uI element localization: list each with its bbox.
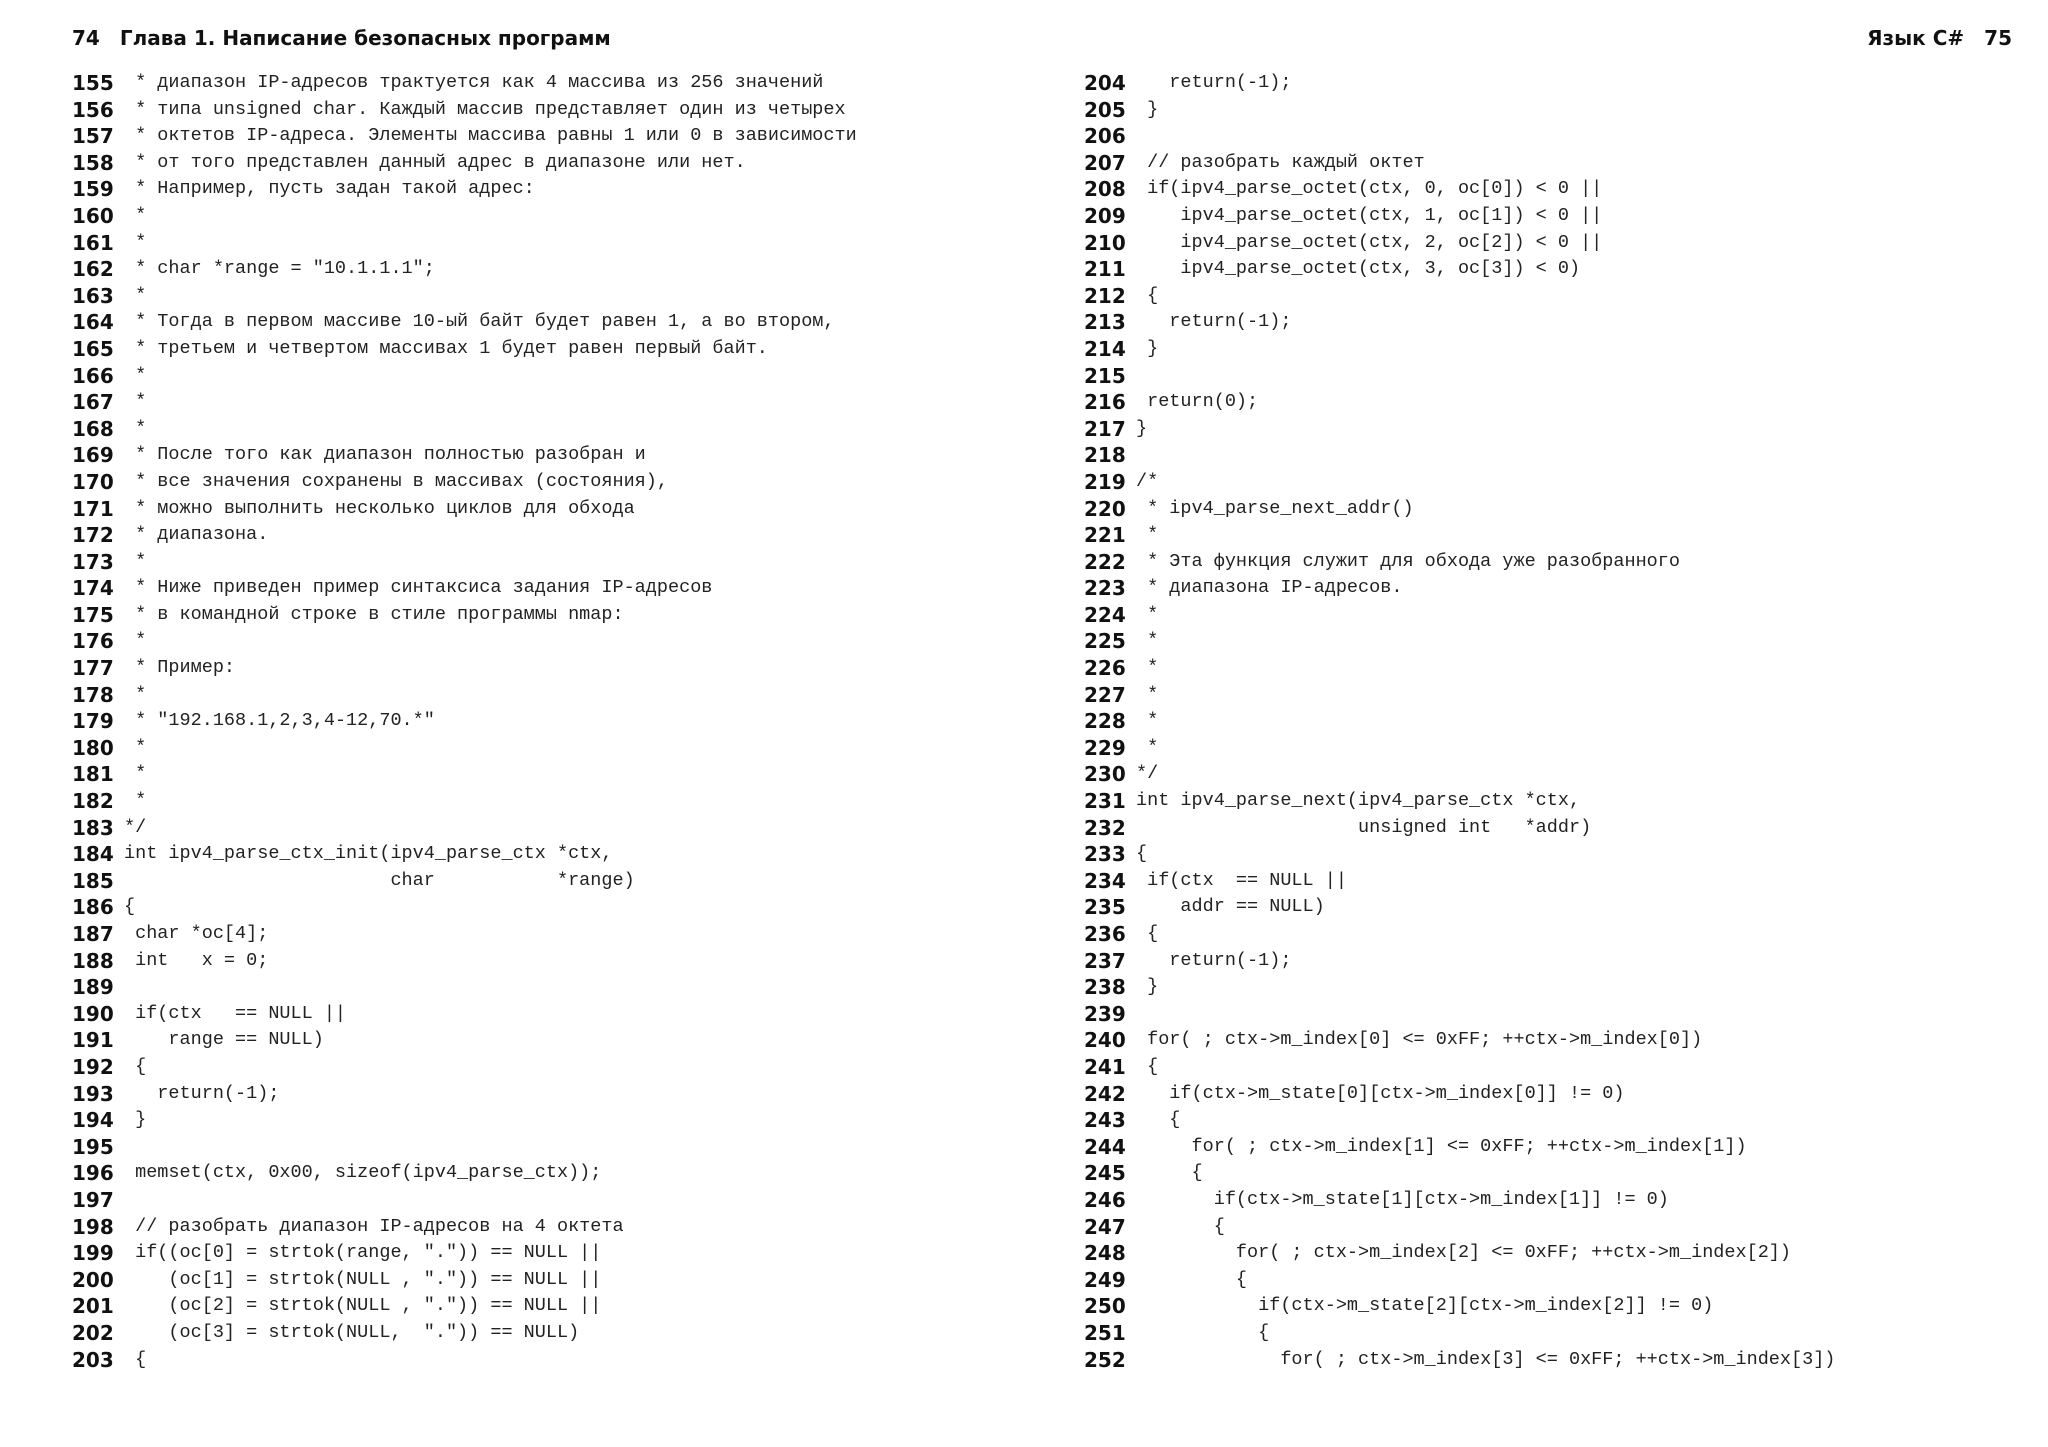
line-number: 227 xyxy=(1084,682,1126,707)
line-number: 239 xyxy=(1084,1001,1126,1026)
code-line xyxy=(72,1054,857,1081)
code-listing-left xyxy=(72,70,857,1373)
line-number: 218 xyxy=(1084,443,1126,468)
line-number: 250 xyxy=(1084,1294,1126,1319)
code-text: range == NULL) xyxy=(124,1029,324,1051)
code-text: // разобрать диапазон IP-адресов на 4 октета xyxy=(124,1215,624,1237)
line-number: 208 xyxy=(1084,177,1126,202)
line-number: 179 xyxy=(72,709,114,734)
line-number: 165 xyxy=(72,336,114,361)
code-text: */ xyxy=(1136,763,1159,785)
code-text: * xyxy=(1136,630,1159,652)
code-line xyxy=(1084,655,1835,682)
code-line xyxy=(1084,1054,1835,1081)
line-number: 244 xyxy=(1084,1134,1126,1159)
code-line xyxy=(1084,283,1835,310)
line-number: 220 xyxy=(1084,496,1126,521)
code-line xyxy=(72,363,857,390)
code-line xyxy=(72,389,857,416)
code-text: (oc[3] = strtok(NULL, ".")) == NULL) xyxy=(124,1321,580,1343)
code-text: return(0); xyxy=(1136,391,1259,413)
line-number: 215 xyxy=(1084,363,1126,388)
line-number: 207 xyxy=(1084,150,1126,175)
code-line xyxy=(1084,70,1835,97)
code-text: * Ниже приведен пример синтаксиса задания IP-адресов xyxy=(124,577,713,599)
code-line xyxy=(1084,575,1835,602)
code-text: * xyxy=(124,790,147,812)
line-number: 247 xyxy=(1084,1214,1126,1239)
code-text: if(ctx->m_state[1][ctx->m_index[1]] != 0) xyxy=(1136,1188,1669,1210)
code-line xyxy=(72,1027,857,1054)
code-text: ipv4_parse_octet(ctx, 1, oc[1]) < 0 || xyxy=(1136,204,1603,226)
code-line xyxy=(1084,602,1835,629)
code-line xyxy=(1084,1293,1835,1320)
code-text: * xyxy=(124,630,147,652)
line-number: 167 xyxy=(72,390,114,415)
code-line xyxy=(1084,496,1835,523)
code-text: (oc[2] = strtok(NULL , ".")) == NULL || xyxy=(124,1295,602,1317)
code-text: { xyxy=(1136,1109,1181,1131)
code-text: * xyxy=(124,284,147,306)
code-text: * Тогда в первом массиве 10-ый байт будет равен 1, а во втором, xyxy=(124,311,835,333)
code-line xyxy=(1084,1027,1835,1054)
code-line xyxy=(72,761,857,788)
line-number: 212 xyxy=(1084,283,1126,308)
code-line xyxy=(72,708,857,735)
line-number: 169 xyxy=(72,443,114,468)
page-number: 75 xyxy=(1984,26,2012,50)
line-number: 186 xyxy=(72,895,114,920)
code-text: memset(ctx, 0x00, sizeof(ipv4_parse_ctx)); xyxy=(124,1162,602,1184)
line-number: 200 xyxy=(72,1267,114,1292)
code-text: * ipv4_parse_next_addr() xyxy=(1136,497,1414,519)
line-number: 184 xyxy=(72,842,114,867)
code-text: { xyxy=(124,1348,147,1370)
code-text: * xyxy=(124,204,147,226)
code-line xyxy=(1084,815,1835,842)
code-line xyxy=(1084,948,1835,975)
line-number: 214 xyxy=(1084,336,1126,361)
code-text: int ipv4_parse_next(ipv4_parse_ctx *ctx, xyxy=(1136,790,1581,812)
line-number: 185 xyxy=(72,868,114,893)
code-line xyxy=(72,1214,857,1241)
code-text: } xyxy=(1136,976,1159,998)
code-text: * все значения сохранены в массивах (состояния), xyxy=(124,470,668,492)
code-text: { xyxy=(1136,843,1148,865)
code-line xyxy=(72,655,857,682)
code-text: return(-1); xyxy=(1136,949,1292,971)
code-text: for( ; ctx->m_index[0] <= 0xFF; ++ctx->m_index[0]) xyxy=(1136,1029,1703,1051)
code-line xyxy=(72,123,857,150)
code-line xyxy=(72,469,857,496)
line-number: 234 xyxy=(1084,868,1126,893)
code-text: * Например, пусть задан такой адрес: xyxy=(124,178,535,200)
line-number: 242 xyxy=(1084,1081,1126,1106)
line-number: 180 xyxy=(72,735,114,760)
code-text: * диапазона IP-адресов. xyxy=(1136,577,1403,599)
code-line xyxy=(1084,1240,1835,1267)
line-number: 201 xyxy=(72,1294,114,1319)
code-line xyxy=(72,1320,857,1347)
line-number: 232 xyxy=(1084,815,1126,840)
code-line xyxy=(72,150,857,177)
code-line xyxy=(1084,1267,1835,1294)
code-line xyxy=(72,442,857,469)
code-line xyxy=(1084,1134,1835,1161)
code-line xyxy=(1084,974,1835,1001)
line-number: 235 xyxy=(1084,895,1126,920)
line-number: 177 xyxy=(72,656,114,681)
line-number: 172 xyxy=(72,523,114,548)
line-number: 194 xyxy=(72,1108,114,1133)
code-text: return(-1); xyxy=(1136,72,1292,93)
code-line xyxy=(72,948,857,975)
line-number: 222 xyxy=(1084,549,1126,574)
code-line xyxy=(1084,1001,1835,1028)
line-number: 230 xyxy=(1084,762,1126,787)
code-line xyxy=(72,1001,857,1028)
code-text: if(ipv4_parse_octet(ctx, 0, oc[0]) < 0 || xyxy=(1136,178,1603,200)
code-text: int ipv4_parse_ctx_init(ipv4_parse_ctx *ctx, xyxy=(124,843,613,865)
line-number: 189 xyxy=(72,975,114,1000)
code-listing-right xyxy=(1084,70,1835,1373)
code-line xyxy=(1084,1107,1835,1134)
code-text: * xyxy=(1136,683,1159,705)
code-text: { xyxy=(124,896,136,918)
code-text: * Пример: xyxy=(124,657,236,679)
code-text: * xyxy=(124,391,147,413)
code-line xyxy=(72,1187,857,1214)
code-line xyxy=(72,1240,857,1267)
code-line xyxy=(72,256,857,283)
code-line xyxy=(1084,1081,1835,1108)
line-number: 229 xyxy=(1084,735,1126,760)
code-text: } xyxy=(1136,417,1148,439)
line-number: 160 xyxy=(72,203,114,228)
line-number: 237 xyxy=(1084,948,1126,973)
code-line xyxy=(72,1107,857,1134)
code-text: * от того представлен данный адрес в диапазоне или нет. xyxy=(124,151,746,173)
code-text: * Эта функция служит для обхода уже разобранного xyxy=(1136,550,1680,572)
page-number: 74 xyxy=(72,26,100,50)
line-number: 161 xyxy=(72,230,114,255)
running-head-left xyxy=(72,26,611,50)
code-text: * char *range = "10.1.1.1"; xyxy=(124,258,435,280)
line-number: 216 xyxy=(1084,390,1126,415)
code-text: return(-1); xyxy=(1136,311,1292,333)
line-number: 205 xyxy=(1084,97,1126,122)
code-text: * xyxy=(1136,524,1159,546)
line-number: 211 xyxy=(1084,257,1126,282)
line-number: 162 xyxy=(72,257,114,282)
code-text: for( ; ctx->m_index[3] <= 0xFF; ++ctx->m_index[3]) xyxy=(1136,1348,1836,1370)
line-number: 156 xyxy=(72,97,114,122)
line-number: 163 xyxy=(72,283,114,308)
code-text: if(ctx->m_state[2][ctx->m_index[2]] != 0) xyxy=(1136,1295,1714,1317)
code-text: char *range) xyxy=(124,869,635,891)
code-line xyxy=(72,575,857,602)
right-page xyxy=(1024,0,2048,1447)
code-text: * После того как диапазон полностью разобран и xyxy=(124,444,646,466)
code-text: char *oc[4]; xyxy=(124,923,269,944)
code-line xyxy=(1084,97,1835,124)
code-text: * диапазона. xyxy=(124,524,269,546)
code-text: * в командной строке в стиле программы nmap: xyxy=(124,603,624,625)
code-line xyxy=(72,97,857,124)
code-line xyxy=(72,1160,857,1187)
code-line xyxy=(72,1081,857,1108)
code-line xyxy=(72,203,857,230)
code-text: ipv4_parse_octet(ctx, 2, oc[2]) < 0 || xyxy=(1136,231,1603,253)
code-text: } xyxy=(1136,337,1159,359)
code-line xyxy=(72,230,857,257)
line-number: 195 xyxy=(72,1134,114,1159)
line-number: 249 xyxy=(1084,1267,1126,1292)
line-number: 166 xyxy=(72,363,114,388)
line-number: 157 xyxy=(72,124,114,149)
code-line xyxy=(1084,363,1835,390)
line-number: 221 xyxy=(1084,523,1126,548)
code-text: * типа unsigned char. Каждый массив представляет один из четырех xyxy=(124,98,846,120)
line-number: 174 xyxy=(72,576,114,601)
code-text: for( ; ctx->m_index[2] <= 0xFF; ++ctx->m_index[2]) xyxy=(1136,1242,1792,1264)
line-number: 171 xyxy=(72,496,114,521)
code-line xyxy=(1084,708,1835,735)
code-text: { xyxy=(1136,1162,1203,1184)
line-number: 168 xyxy=(72,416,114,441)
code-text: { xyxy=(1136,1268,1248,1290)
line-number: 251 xyxy=(1084,1320,1126,1345)
line-number: 224 xyxy=(1084,602,1126,627)
code-text: int x = 0; xyxy=(124,949,269,971)
code-line xyxy=(72,522,857,549)
code-line xyxy=(1084,788,1835,815)
code-text: if(ctx == NULL || xyxy=(124,1002,347,1024)
code-text: (oc[1] = strtok(NULL , ".")) == NULL || xyxy=(124,1268,602,1290)
code-line xyxy=(72,1347,857,1374)
code-line xyxy=(1084,150,1835,177)
code-line xyxy=(1084,336,1835,363)
line-number: 248 xyxy=(1084,1241,1126,1266)
code-text: { xyxy=(1136,923,1159,944)
code-line xyxy=(1084,1187,1835,1214)
code-line xyxy=(72,176,857,203)
line-number: 187 xyxy=(72,922,114,946)
line-number: 219 xyxy=(1084,469,1126,494)
line-number: 170 xyxy=(72,469,114,494)
code-line xyxy=(1084,230,1835,257)
code-line xyxy=(1084,894,1835,921)
line-number: 173 xyxy=(72,549,114,574)
code-text: if(ctx == NULL || xyxy=(1136,869,1347,891)
line-number: 199 xyxy=(72,1241,114,1266)
code-text: if((oc[0] = strtok(range, ".")) == NULL || xyxy=(124,1242,602,1264)
line-number: 238 xyxy=(1084,975,1126,1000)
line-number: 223 xyxy=(1084,576,1126,601)
code-text: unsigned int *addr) xyxy=(1136,816,1592,838)
code-line xyxy=(1084,1160,1835,1187)
code-line xyxy=(1084,1214,1835,1241)
code-line xyxy=(1084,469,1835,496)
line-number: 213 xyxy=(1084,310,1126,335)
code-text: { xyxy=(1136,1321,1270,1343)
code-text: ipv4_parse_octet(ctx, 3, oc[3]) < 0) xyxy=(1136,258,1581,280)
code-text: * xyxy=(124,683,147,705)
code-text: * xyxy=(124,364,147,386)
section-title: Язык C# xyxy=(1867,26,1965,50)
code-text: * xyxy=(124,550,147,572)
code-line xyxy=(1084,549,1835,576)
code-text: */ xyxy=(124,816,147,838)
line-number: 225 xyxy=(1084,629,1126,654)
line-number: 183 xyxy=(72,815,114,840)
code-text: * октетов IP-адреса. Элементы массива равны 1 или 0 в зависимости xyxy=(124,125,857,147)
code-text: * xyxy=(124,763,147,785)
code-text: * третьем и четвертом массивах 1 будет равен первый байт. xyxy=(124,337,768,359)
code-text: } xyxy=(124,1109,147,1131)
code-line xyxy=(72,309,857,336)
code-line xyxy=(1084,176,1835,203)
line-number: 198 xyxy=(72,1214,114,1239)
code-line xyxy=(72,841,857,868)
line-number: 228 xyxy=(1084,709,1126,734)
code-text: addr == NULL) xyxy=(1136,896,1325,918)
line-number: 155 xyxy=(72,71,114,95)
line-number: 164 xyxy=(72,310,114,335)
code-text: * xyxy=(1136,603,1159,625)
running-head-right xyxy=(1867,26,2012,50)
line-number: 203 xyxy=(72,1347,114,1372)
line-number: 192 xyxy=(72,1054,114,1079)
code-line xyxy=(72,283,857,310)
line-number: 243 xyxy=(1084,1108,1126,1133)
line-number: 197 xyxy=(72,1187,114,1212)
code-line xyxy=(72,815,857,842)
code-line xyxy=(72,416,857,443)
code-line xyxy=(72,1293,857,1320)
chapter-title: Глава 1. Написание безопасных программ xyxy=(119,26,611,50)
line-number: 188 xyxy=(72,948,114,973)
code-text: { xyxy=(1136,284,1159,306)
code-line xyxy=(1084,868,1835,895)
code-text: * xyxy=(124,417,147,439)
line-number: 193 xyxy=(72,1081,114,1106)
code-text: * xyxy=(1136,657,1159,679)
code-line xyxy=(1084,1320,1835,1347)
code-line xyxy=(72,682,857,709)
code-line xyxy=(1084,256,1835,283)
line-number: 233 xyxy=(1084,842,1126,867)
line-number: 245 xyxy=(1084,1161,1126,1186)
code-line xyxy=(1084,442,1835,469)
line-number: 202 xyxy=(72,1320,114,1345)
line-number: 176 xyxy=(72,629,114,654)
code-line xyxy=(1084,735,1835,762)
code-line xyxy=(72,602,857,629)
line-number: 181 xyxy=(72,762,114,787)
line-number: 226 xyxy=(1084,656,1126,681)
line-number: 190 xyxy=(72,1001,114,1026)
line-number: 241 xyxy=(1084,1054,1126,1079)
code-text: { xyxy=(1136,1055,1159,1077)
code-text: /* xyxy=(1136,470,1159,492)
code-line xyxy=(1084,309,1835,336)
code-line xyxy=(72,336,857,363)
code-line xyxy=(1084,761,1835,788)
line-number: 246 xyxy=(1084,1187,1126,1212)
line-number: 191 xyxy=(72,1028,114,1053)
code-line xyxy=(72,974,857,1001)
code-line xyxy=(72,921,857,948)
code-line xyxy=(72,868,857,895)
code-line xyxy=(1084,841,1835,868)
line-number: 236 xyxy=(1084,922,1126,946)
code-line xyxy=(72,894,857,921)
line-number: 217 xyxy=(1084,416,1126,441)
code-text: * можно выполнить несколько циклов для обхода xyxy=(124,497,635,519)
code-line xyxy=(1084,389,1835,416)
code-text: { xyxy=(1136,1215,1225,1237)
line-number: 252 xyxy=(1084,1347,1126,1372)
code-text: } xyxy=(1136,98,1159,120)
code-line xyxy=(72,735,857,762)
code-line xyxy=(1084,522,1835,549)
code-line xyxy=(72,70,857,97)
code-text: * xyxy=(1136,710,1159,732)
code-line xyxy=(1084,1347,1835,1374)
line-number: 196 xyxy=(72,1161,114,1186)
line-number: 175 xyxy=(72,602,114,627)
line-number: 182 xyxy=(72,789,114,814)
code-line xyxy=(1084,628,1835,655)
code-text: { xyxy=(124,1055,147,1077)
code-text: * диапазон IP-адресов трактуется как 4 массива из 256 значений xyxy=(124,72,824,93)
line-number: 209 xyxy=(1084,203,1126,228)
code-line xyxy=(72,628,857,655)
line-number: 231 xyxy=(1084,789,1126,814)
code-text: * "192.168.1,2,3,4-12,70.*" xyxy=(124,710,435,732)
line-number: 158 xyxy=(72,150,114,175)
code-text: // разобрать каждый октет xyxy=(1136,151,1425,173)
line-number: 210 xyxy=(1084,230,1126,255)
code-text: * xyxy=(124,231,147,253)
code-text: * xyxy=(124,736,147,758)
code-line xyxy=(72,549,857,576)
code-line xyxy=(1084,921,1835,948)
line-number: 159 xyxy=(72,177,114,202)
code-line xyxy=(1084,123,1835,150)
code-text: if(ctx->m_state[0][ctx->m_index[0]] != 0) xyxy=(1136,1082,1625,1104)
code-line xyxy=(1084,416,1835,443)
line-number: 206 xyxy=(1084,124,1126,149)
code-line xyxy=(72,496,857,523)
code-line xyxy=(72,1267,857,1294)
line-number: 240 xyxy=(1084,1028,1126,1053)
code-line xyxy=(1084,682,1835,709)
code-text: for( ; ctx->m_index[1] <= 0xFF; ++ctx->m_index[1]) xyxy=(1136,1135,1747,1157)
line-number: 204 xyxy=(1084,71,1126,95)
code-text: * xyxy=(1136,736,1159,758)
line-number: 178 xyxy=(72,682,114,707)
code-line xyxy=(72,1134,857,1161)
code-line xyxy=(1084,203,1835,230)
code-line xyxy=(72,788,857,815)
code-text: return(-1); xyxy=(124,1082,280,1104)
